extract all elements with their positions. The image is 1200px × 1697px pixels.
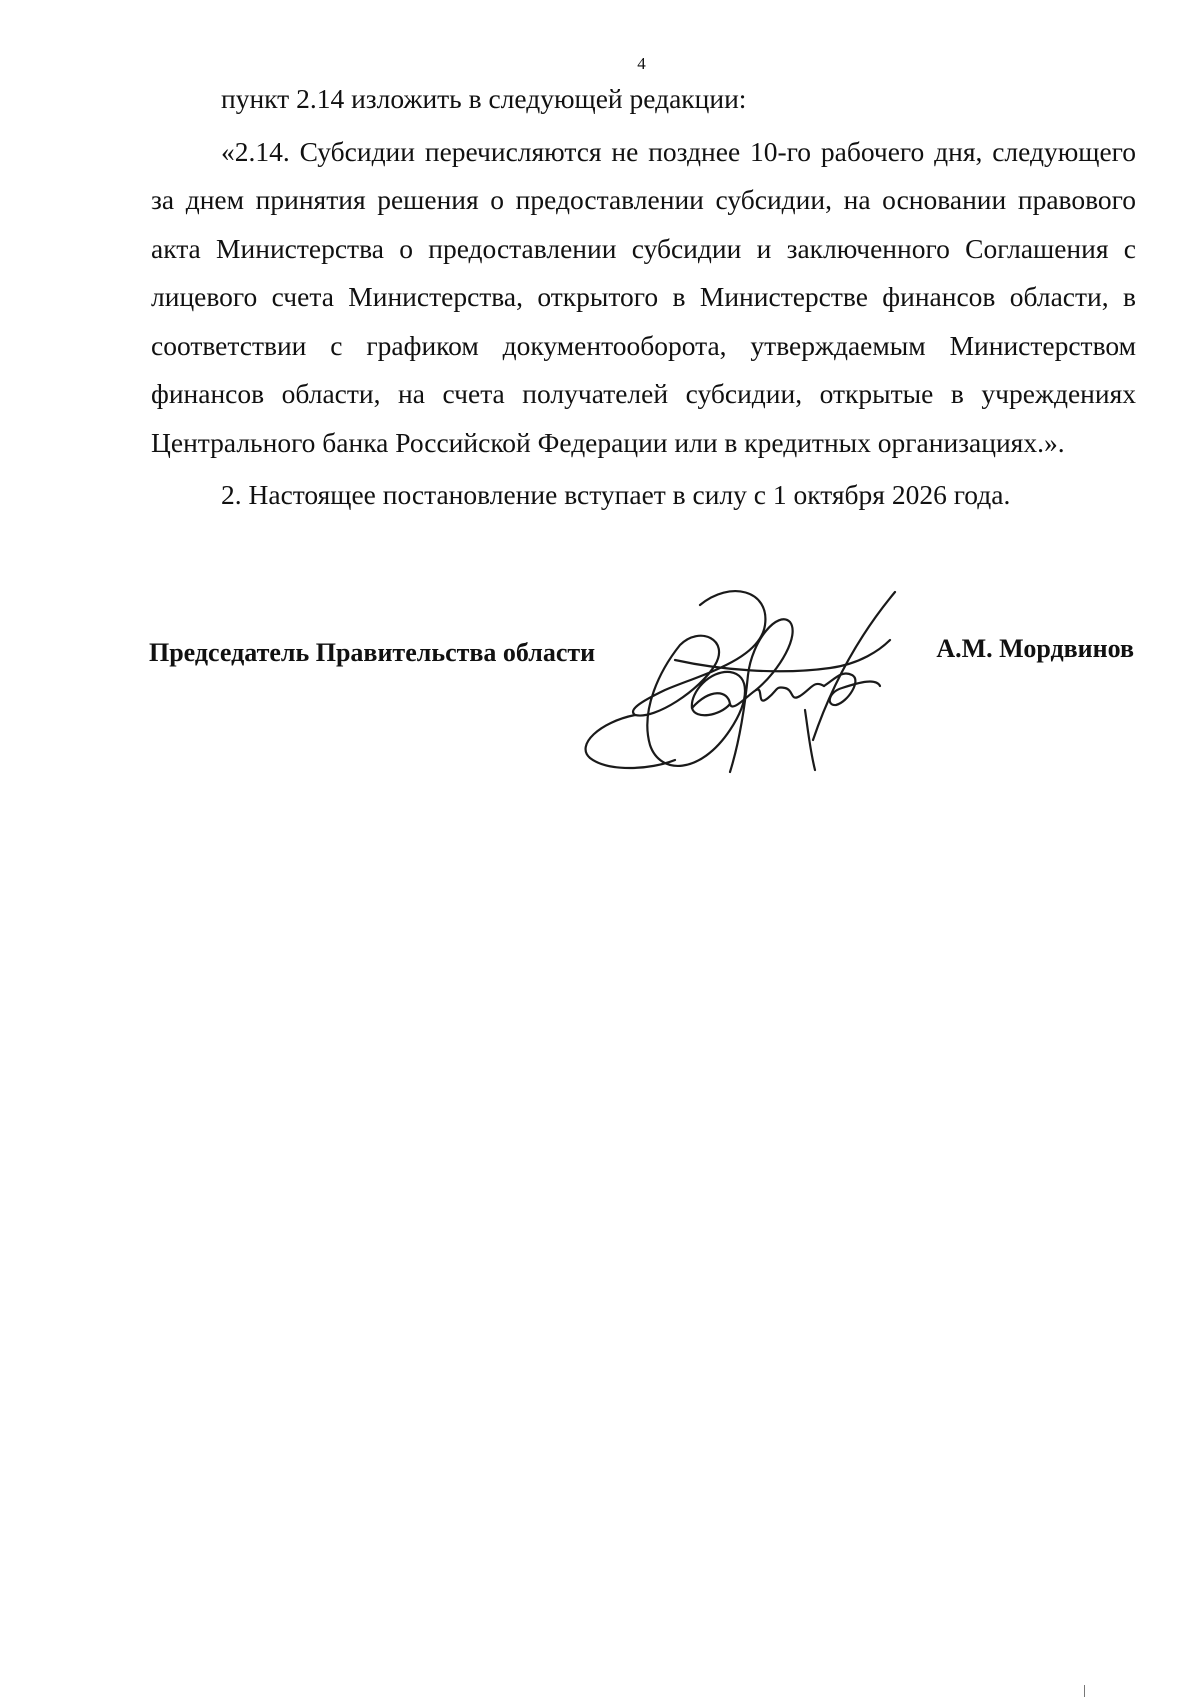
paragraph-intro: пункт 2.14 изложить в следующей редакции:: [221, 83, 747, 114]
signer-name: А.М. Мордвинов: [936, 634, 1134, 663]
scan-edge-mark: [1084, 1685, 1085, 1697]
paragraph-amendment: «2.14. Субсидии перечисляются не позднее 10-го рабочего дня, следующего за днем принятия решения о предоставлении субсидии, на основании правового акта Министерства о предоставлении субсидии и заключенного Соглашения с лицевого счета Министерства, открытого в Министерстве финансов области, в соответствии с графиком документооборота, утверждаемым Министерством финансов области, на счета получателей субсидии, открытые в учреждениях Центрального банка Российской Федерации или в кредитных организациях.».: [151, 135, 1136, 458]
signer-position: Председатель Правительства области: [149, 638, 596, 667]
document-body: [151, 75, 1136, 520]
handwritten-signature: [580, 580, 940, 790]
paragraph-effective-date: 2. Настоящее постановление вступает в силу с 1 октября 2026 года.: [221, 479, 1011, 510]
signature-stroke-slash: [813, 592, 895, 740]
signature-stroke-main: [633, 591, 765, 766]
page-number: 4: [637, 54, 646, 73]
